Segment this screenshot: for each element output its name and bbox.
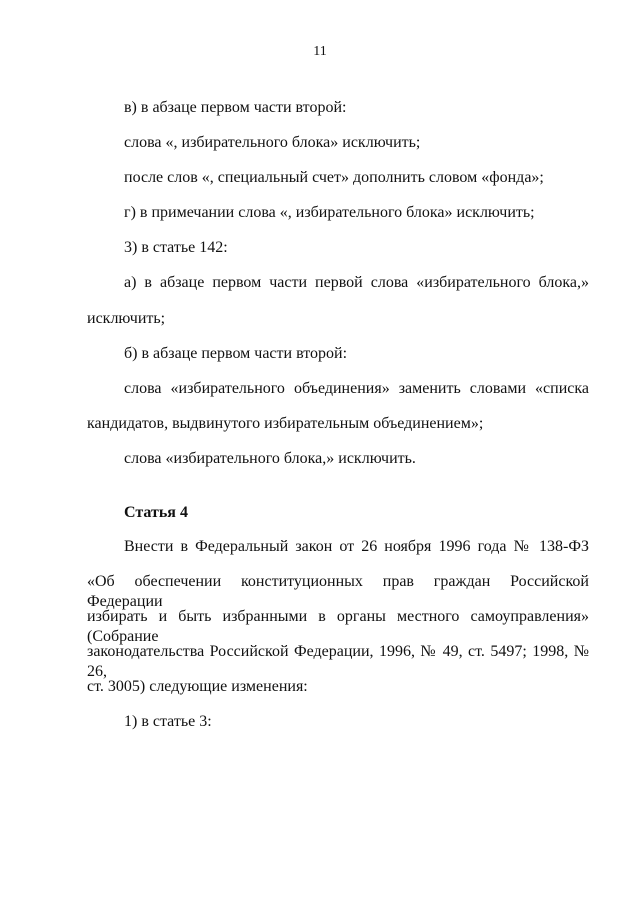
paragraph-line: в) в абзаце первом части второй:	[124, 99, 347, 116]
paragraph-line: слова «избирательного объединения» заменить словами «списка	[124, 380, 589, 397]
paragraph-line: после слов «, специальный счет» дополнить словом «фонда»;	[124, 169, 544, 186]
paragraph-line: избирать и быть избранными в органы местного самоуправления» (Собрание	[87, 608, 589, 645]
paragraph-line: «Об обеспечении конституционных прав граждан Российской Федерации	[87, 573, 589, 610]
page-number: 11	[313, 44, 327, 59]
paragraph-line: а) в абзаце первом части первой слова «избирательного блока,»	[124, 274, 589, 291]
paragraph-line: ст. 3005) следующие изменения:	[87, 678, 308, 695]
paragraph-line: 3) в статье 142:	[124, 239, 228, 256]
paragraph-line: законодательства Российской Федерации, 1996, № 49, ст. 5497; 1998, № 26,	[87, 643, 589, 680]
paragraph-line: Внести в Федеральный закон от 26 ноября 1996 года № 138-ФЗ	[124, 538, 589, 555]
paragraph-line: г) в примечании слова «, избирательного блока» исключить;	[124, 204, 535, 221]
paragraph-line: кандидатов, выдвинутого избирательным объединением»;	[87, 415, 484, 432]
article-heading: Статья 4	[124, 504, 188, 521]
paragraph-line: исключить;	[87, 310, 166, 327]
paragraph-line: б) в абзаце первом части второй:	[124, 345, 348, 362]
paragraph-line: слова «, избирательного блока» исключить;	[124, 134, 421, 151]
paragraph-line: 1) в статье 3:	[124, 713, 212, 730]
paragraph-line: слова «избирательного блока,» исключить.	[124, 450, 416, 467]
